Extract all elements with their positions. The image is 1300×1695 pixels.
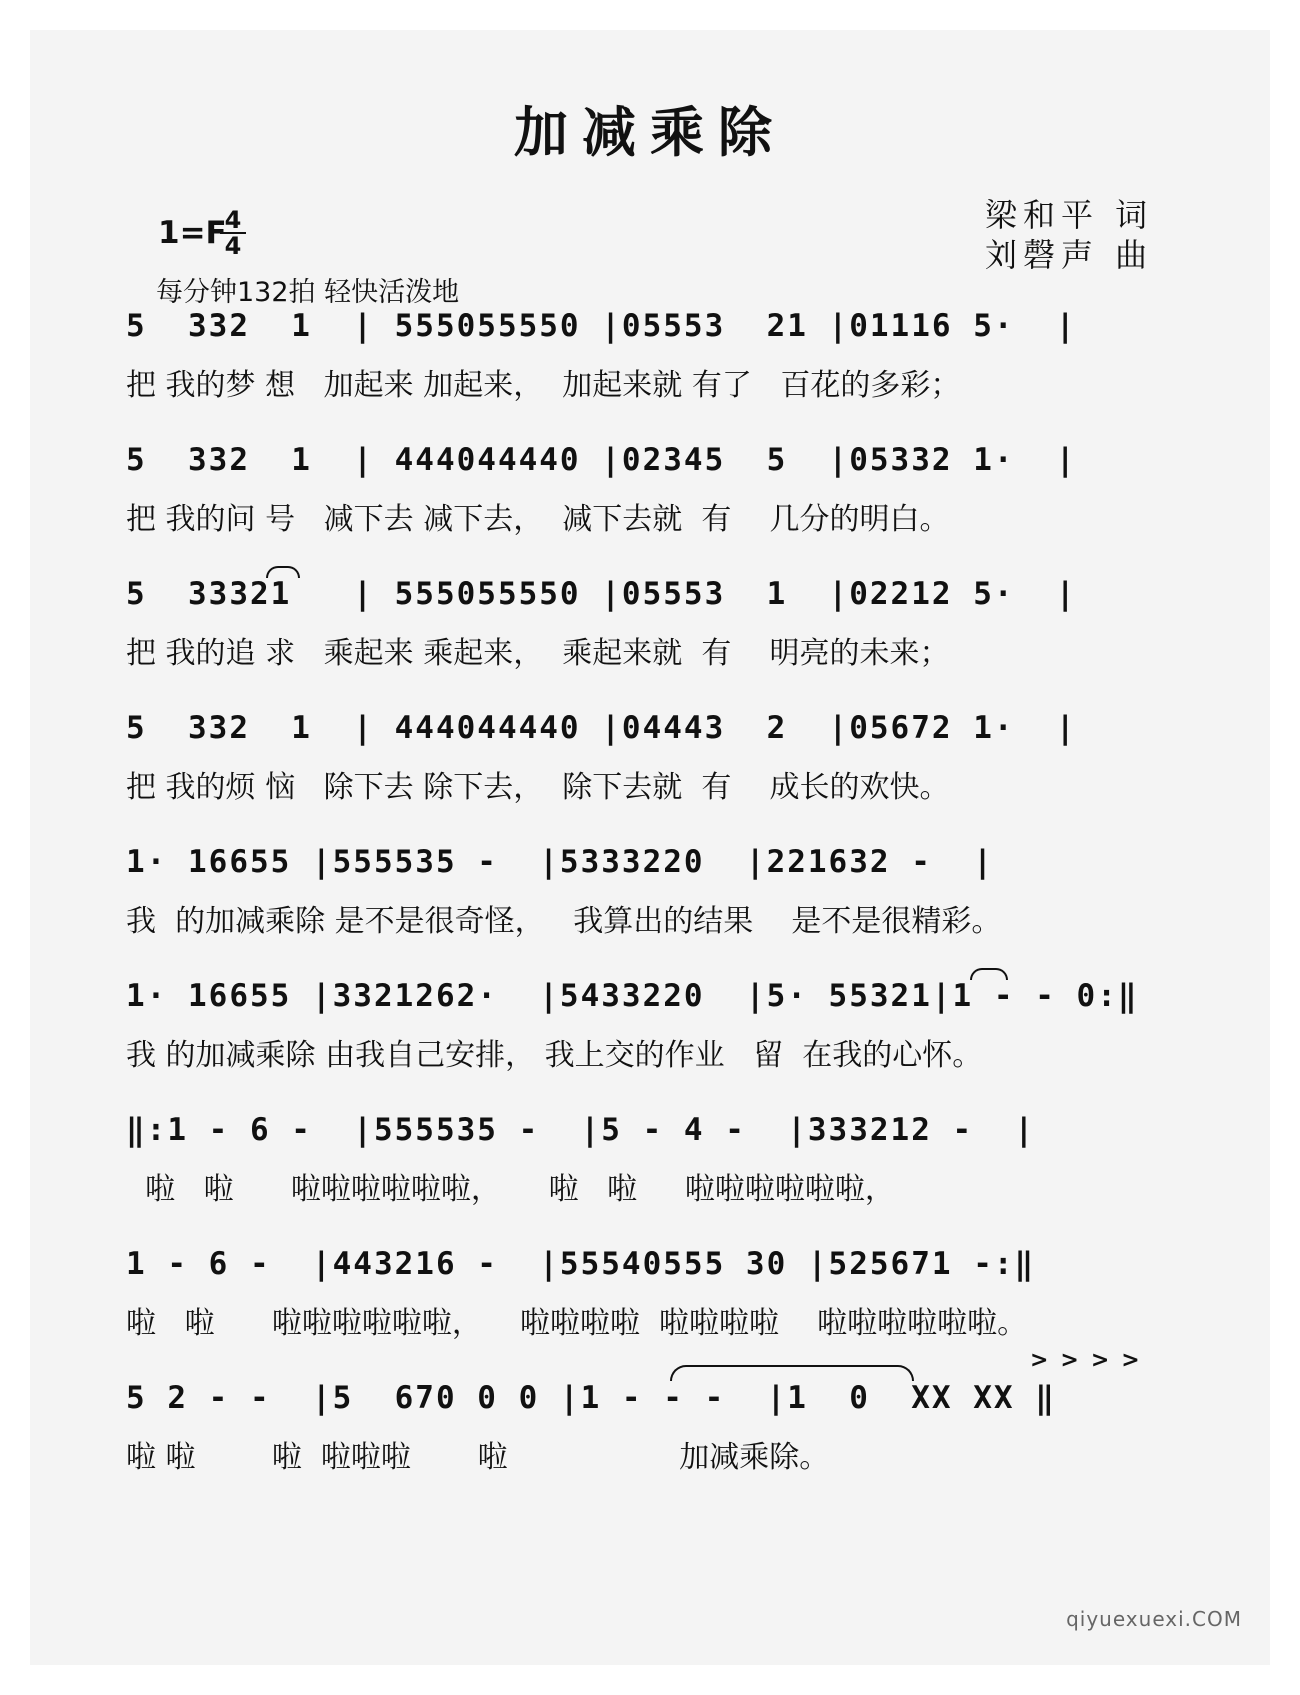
score-system-3	[30, 576, 1270, 706]
accent-marks: >>>>	[1030, 1348, 1152, 1373]
lyrics-line: 把 我的追 求 乘起来 乘起来， 乘起来就 有 明亮的未来；	[126, 636, 950, 671]
key-signature: 1=F	[158, 215, 227, 251]
score-system-9	[30, 1380, 1270, 1510]
time-signature-bottom: 4	[220, 232, 246, 258]
score-system-6	[30, 978, 1270, 1108]
notation-line: 5 332 1 | 444044440 |02345 5 |05332 1· |	[126, 442, 1077, 478]
score-system-2	[30, 442, 1270, 572]
notation-line: 1· 16655 |555535 - |5333220 |221632 - |	[126, 844, 994, 880]
slur-mark	[266, 566, 300, 578]
tie-slur	[670, 1365, 914, 1381]
notation-line: 1· 16655 |3321262· |5433220 |5· 55321|1 - - 0:‖	[126, 978, 1139, 1014]
lyrics-line: 把 我的烦 恼 除下去 除下去， 除下去就 有 成长的欢快。	[126, 770, 950, 805]
lyrics-line: 把 我的梦 想 加起来 加起来， 加起来就 有了 百花的多彩；	[126, 368, 961, 403]
lyricist-credit: 梁和平 词	[985, 196, 1154, 234]
notation-line: 5 33321 | 555055550 |05553 1 |02212 5· |	[126, 576, 1077, 612]
lyrics-line: 啦 啦 啦啦啦啦啦啦， 啦 啦 啦啦啦啦啦啦，	[126, 1172, 895, 1207]
score-system-1	[30, 308, 1270, 438]
time-signature	[220, 208, 246, 258]
slur-mark	[970, 968, 1008, 980]
score-system-4	[30, 710, 1270, 840]
lyrics-line: 我 的加减乘除 由我自己安排， 我上交的作业 留 在我的心怀。	[126, 1038, 983, 1073]
lyrics-line: 把 我的问 号 减下去 减下去， 减下去就 有 几分的明白。	[126, 502, 950, 537]
score-page	[30, 30, 1270, 1665]
lyrics-line: 我 的加减乘除 是不是很奇怪， 我算出的结果 是不是很精彩。	[126, 904, 1002, 939]
notation-line: 5 332 1 | 555055550 |05553 21 |01116 5· |	[126, 308, 1077, 344]
score-system-5	[30, 844, 1270, 974]
notation-line: 1 - 6 - |443216 - |55540555 30 |525671 -:‖	[126, 1246, 1036, 1282]
song-title: 加减乘除	[514, 100, 786, 164]
notation-line: ‖:1 - 6 - |555535 - |5 - 4 - |333212 - |	[126, 1112, 1036, 1148]
notation-line: 5 332 1 | 444044440 |04443 2 |05672 1· |	[126, 710, 1077, 746]
tempo-marking: 每分钟132拍 轻快活泼地	[156, 277, 460, 308]
score-system-7	[30, 1112, 1270, 1242]
time-signature-top: 4	[224, 206, 242, 234]
lyrics-line: 啦 啦 啦 啦啦啦 啦 加减乘除。	[126, 1440, 830, 1475]
notation-line: 5 2 - - |5 670 0 0 |1 - - - |1 0 XX XX ‖	[126, 1380, 1056, 1416]
watermark: qiyuexuexi.COM	[1066, 1607, 1242, 1631]
lyrics-line: 啦 啦 啦啦啦啦啦啦， 啦啦啦啦 啦啦啦啦 啦啦啦啦啦啦。	[126, 1306, 1028, 1341]
composer-credit: 刘磬声 曲	[985, 236, 1154, 274]
